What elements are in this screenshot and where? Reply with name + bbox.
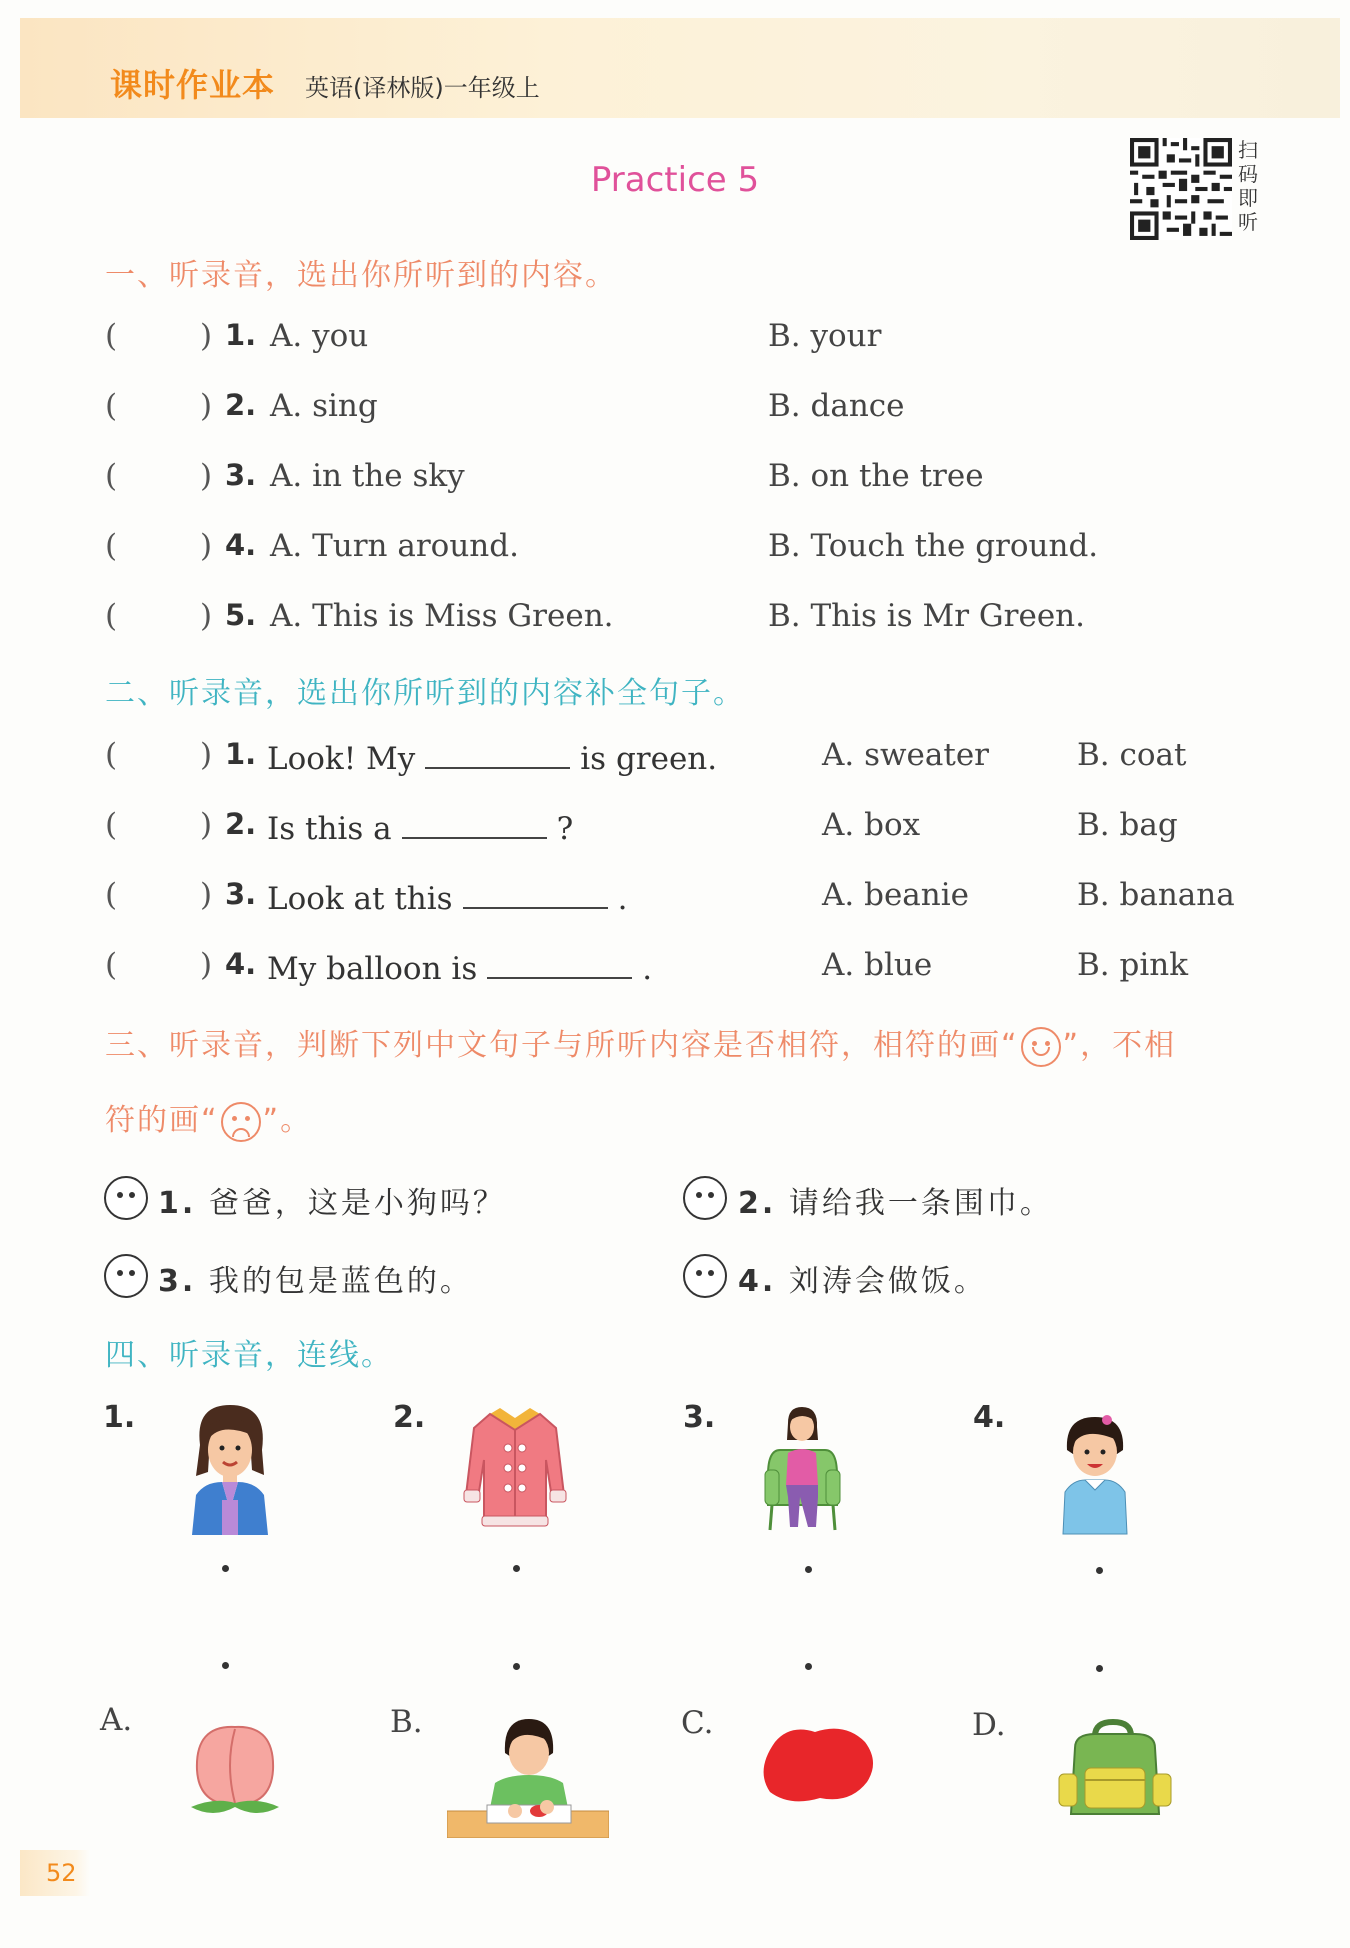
match-dot-top-1[interactable] [222,1565,229,1572]
match-label-3: 3. [683,1400,716,1435]
match-label-2: 2. [393,1400,426,1435]
section1-title: 一、听录音，选出你所听到的内容。 [105,258,617,293]
answer-paren[interactable]: ( [105,737,118,773]
match-letter-a: A. [100,1702,133,1738]
sentence: Is this a ? [267,807,573,847]
option-b: B. Touch the ground. [768,528,1099,564]
answer-paren[interactable]: ( [105,528,118,564]
judge-face-blank-1[interactable] [104,1176,148,1220]
match-dot-bottom-a[interactable] [222,1662,229,1669]
option-b: B. coat [1077,737,1187,773]
answer-paren[interactable]: ( [105,598,118,634]
option-a: A. in the sky [270,458,465,494]
match-letter-b: B. [390,1704,423,1740]
option-a: A. sing [270,388,378,424]
option-b: B. dance [768,388,905,424]
sentence: Look at this . [267,877,627,917]
match-dot-bottom-d[interactable] [1096,1665,1103,1672]
answer-paren[interactable]: ( [105,947,118,983]
judge-face-blank-3[interactable] [104,1254,148,1298]
book-subtitle: 英语(译林版)一年级上 [305,74,540,102]
sentence: My balloon is . [267,947,652,987]
option-a: A. sweater [822,737,989,773]
judge-face-blank-4[interactable] [683,1254,727,1298]
book-title: 课时作业本 [110,66,276,104]
peach-picture [185,1715,285,1820]
blank-line[interactable] [463,877,608,909]
frowning-face-icon [221,1102,261,1142]
sentence: Look! My is green. [267,737,717,777]
option-a: A. This is Miss Green. [270,598,614,634]
s3-item-1: 1. 爸爸，这是小狗吗？ [158,1186,506,1221]
option-a: A. blue [822,947,933,983]
section2-title: 二、听录音，选出你所听到的内容补全句子。 [105,676,745,711]
option-b: B. This is Mr Green. [768,598,1085,634]
girl-in-chair-picture [760,1405,845,1535]
qr-label: 扫码即听 [1238,138,1258,234]
qr-code-icon[interactable] [1130,138,1232,240]
option-a: A. Turn around. [270,528,519,564]
match-dot-top-4[interactable] [1096,1567,1103,1574]
blank-line[interactable] [425,737,570,769]
s3-item-4: 4. 刘涛会做饭。 [738,1264,987,1299]
s3-item-3: 3. 我的包是蓝色的。 [158,1264,473,1299]
section3-title: 三、听录音，判断下列中文句子与所听内容是否相符，相符的画“ ”，不相 [105,1020,1176,1067]
option-b: B. pink [1077,947,1188,983]
section4-title: 四、听录音，连线。 [105,1338,393,1373]
answer-paren[interactable]: ( [105,388,118,424]
answer-paren[interactable]: ( [105,318,118,354]
option-a: A. box [822,807,921,843]
option-b: B. on the tree [768,458,984,494]
girl-drawing-picture [447,1713,609,1838]
option-b: B. your [768,318,882,354]
match-label-4: 4. [973,1400,1006,1435]
s3-item-2: 2. 请给我一条围巾。 [738,1186,1053,1221]
answer-paren[interactable]: ( [105,458,118,494]
blank-line[interactable] [402,807,547,839]
match-dot-bottom-b[interactable] [513,1663,520,1670]
practice-title: Practice 5 [590,160,760,200]
match-label-1: 1. [103,1400,136,1435]
option-a: A. beanie [822,877,969,913]
page-number: 52 [20,1850,90,1896]
section3-title-cont: 符的画“ ”。 [105,1095,312,1142]
match-dot-top-3[interactable] [805,1566,812,1573]
blank-line[interactable] [487,947,632,979]
option-a: A. you [270,318,369,354]
woman-teacher-picture [180,1400,280,1535]
match-letter-d: D. [972,1707,1006,1743]
option-b: B. bag [1077,807,1178,843]
option-b: B. banana [1077,877,1235,913]
match-letter-c: C. [681,1705,714,1741]
green-backpack-picture [1055,1718,1175,1823]
match-dot-top-2[interactable] [513,1565,520,1572]
judge-face-blank-2[interactable] [683,1176,727,1220]
girl-blue-shirt-picture [1055,1412,1135,1537]
pink-coat-picture [460,1400,570,1530]
red-paint-picture [755,1722,880,1807]
smiling-face-icon [1021,1027,1061,1067]
answer-paren[interactable]: ( [105,877,118,913]
match-dot-bottom-c[interactable] [805,1663,812,1670]
answer-paren[interactable]: ( [105,807,118,843]
